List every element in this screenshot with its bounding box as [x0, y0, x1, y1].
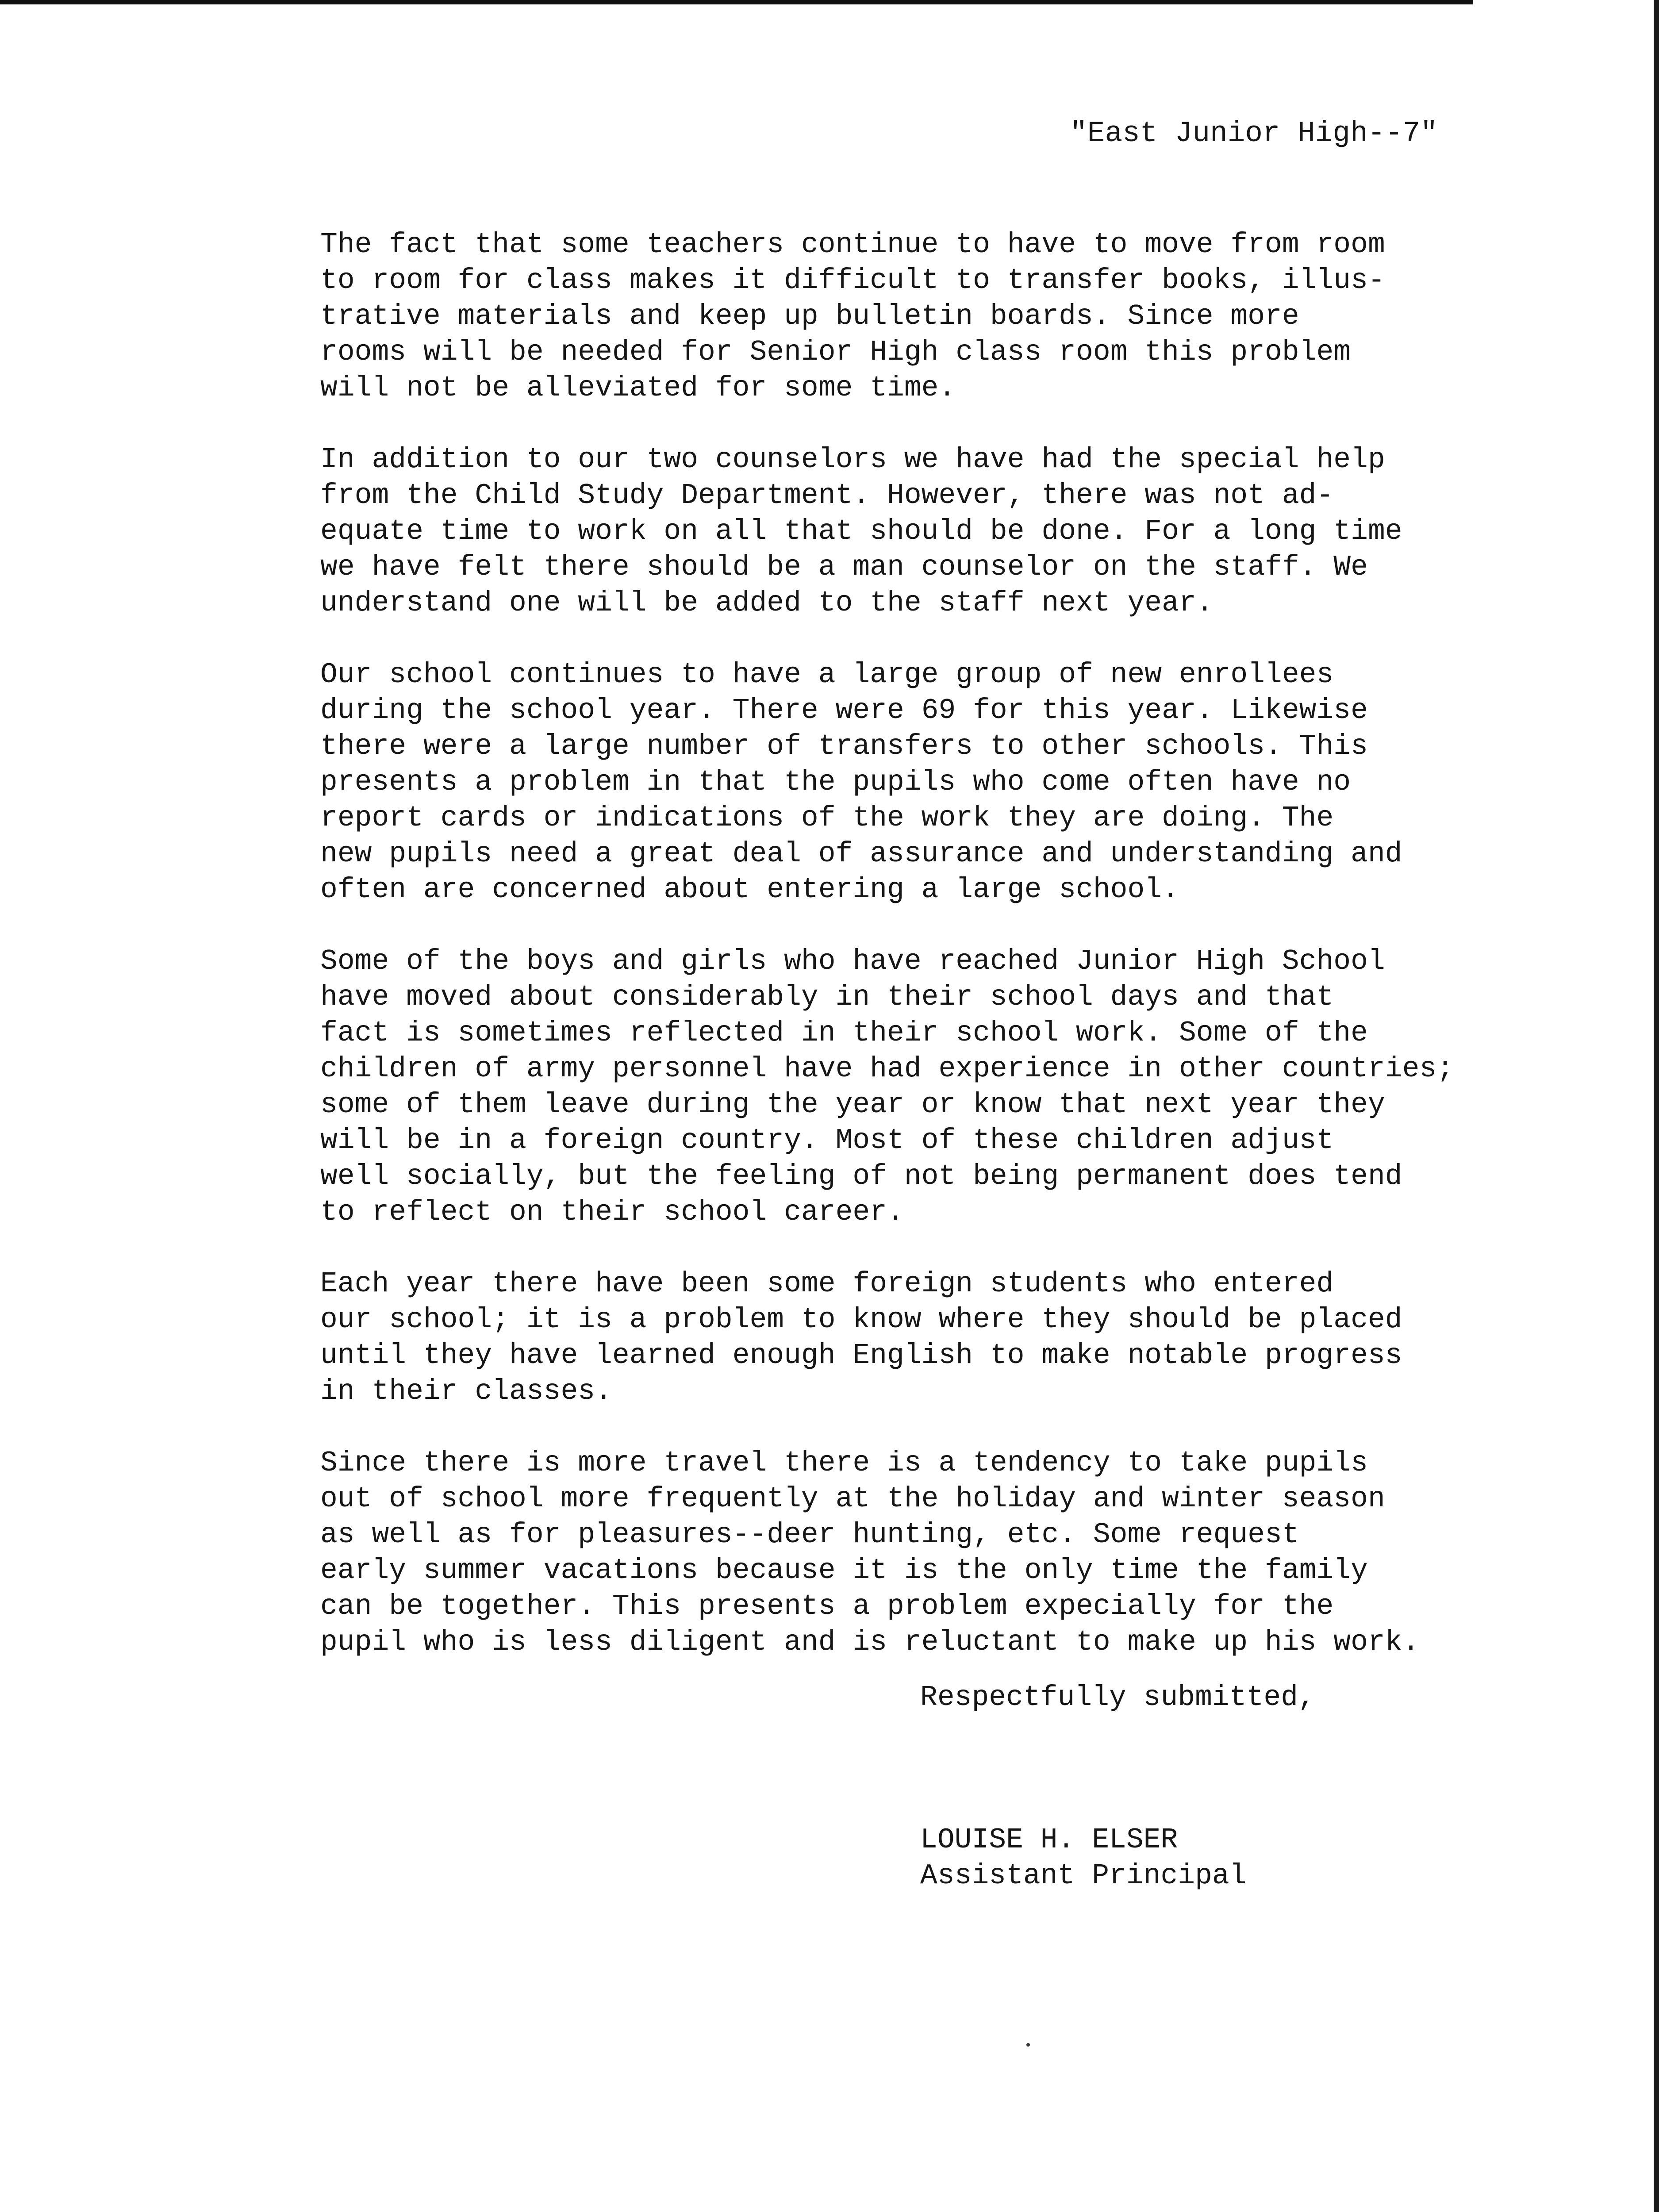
- right-edge-rule: [1654, 0, 1659, 2212]
- text-line: trative materials and keep up bulletin boards. Since more: [320, 300, 1299, 333]
- text-line: Each year there have been some foreign students who entered: [320, 1268, 1334, 1300]
- text-line: early summer vacations because it is the only time the family: [320, 1555, 1368, 1587]
- text-line: will not be alleviated for some time.: [320, 372, 956, 404]
- text-line: equate time to work on all that should be done. For a long time: [320, 515, 1402, 548]
- text-line: report cards or indications of the work they are doing. The: [320, 802, 1334, 834]
- text-line: fact is sometimes reflected in their school work. Some of the: [320, 1017, 1368, 1049]
- text-line: new pupils need a great deal of assurance and understanding and: [320, 838, 1402, 870]
- paragraph-counselors: [320, 442, 1577, 621]
- top-edge-rule: [0, 0, 1473, 4]
- signature-block: [920, 1822, 1247, 1894]
- text-line: understand one will be added to the staff next year.: [320, 587, 1214, 619]
- text-line: pupil who is less diligent and is reluctant to make up his work.: [320, 1626, 1420, 1659]
- text-line: children of army personnel have had experience in other countries;: [320, 1053, 1454, 1085]
- text-line: as well as for pleasures--deer hunting, etc. Some request: [320, 1519, 1299, 1551]
- paragraph-room-moves: [320, 227, 1577, 406]
- text-line: presents a problem in that the pupils who come often have no: [320, 766, 1351, 799]
- text-line: to reflect on their school career.: [320, 1196, 904, 1229]
- letter-body: [320, 227, 1577, 1696]
- text-line: until they have learned enough English to make notable progress: [320, 1340, 1402, 1372]
- closing-salutation: Respectfully submitted,: [920, 1682, 1315, 1714]
- text-line: rooms will be needed for Senior High class room this problem: [320, 336, 1351, 369]
- paper-speck: [1026, 2043, 1030, 2047]
- signer-title: Assistant Principal: [920, 1860, 1247, 1892]
- paragraph-foreign-students: [320, 1266, 1577, 1409]
- text-line: out of school more frequently at the holiday and winter season: [320, 1483, 1385, 1515]
- page-header: "East Junior High--7": [1070, 117, 1438, 150]
- paragraph-new-enrollees: [320, 657, 1577, 908]
- text-line: some of them leave during the year or know that next year they: [320, 1089, 1385, 1121]
- paragraph-mobility: [320, 944, 1577, 1230]
- text-line: often are concerned about entering a large school.: [320, 874, 1179, 906]
- signer-name: LOUISE H. ELSER: [920, 1824, 1178, 1856]
- text-line: well socially, but the feeling of not being permanent does tend: [320, 1160, 1402, 1193]
- text-line: Since there is more travel there is a tendency to take pupils: [320, 1447, 1368, 1479]
- text-line: Some of the boys and girls who have reached Junior High School: [320, 945, 1385, 978]
- text-line: to room for class makes it difficult to transfer books, illus-: [320, 265, 1385, 297]
- text-line: will be in a foreign country. Most of these children adjust: [320, 1125, 1334, 1157]
- text-line: can be together. This presents a problem expecially for the: [320, 1590, 1334, 1623]
- text-line: during the school year. There were 69 for this year. Likewise: [320, 695, 1368, 727]
- text-line: from the Child Study Department. However, there was not ad-: [320, 480, 1334, 512]
- text-line: Our school continues to have a large group of new enrollees: [320, 659, 1334, 691]
- text-line: The fact that some teachers continue to have to move from room: [320, 229, 1385, 261]
- paragraph-travel: [320, 1445, 1577, 1660]
- text-line: there were a large number of transfers to other schools. This: [320, 730, 1368, 763]
- text-line: we have felt there should be a man counselor on the staff. We: [320, 551, 1368, 584]
- text-line: our school; it is a problem to know where they should be placed: [320, 1304, 1402, 1336]
- text-line: In addition to our two counselors we have had the special help: [320, 444, 1385, 476]
- text-line: in their classes.: [320, 1375, 612, 1408]
- text-line: have moved about considerably in their school days and that: [320, 981, 1334, 1014]
